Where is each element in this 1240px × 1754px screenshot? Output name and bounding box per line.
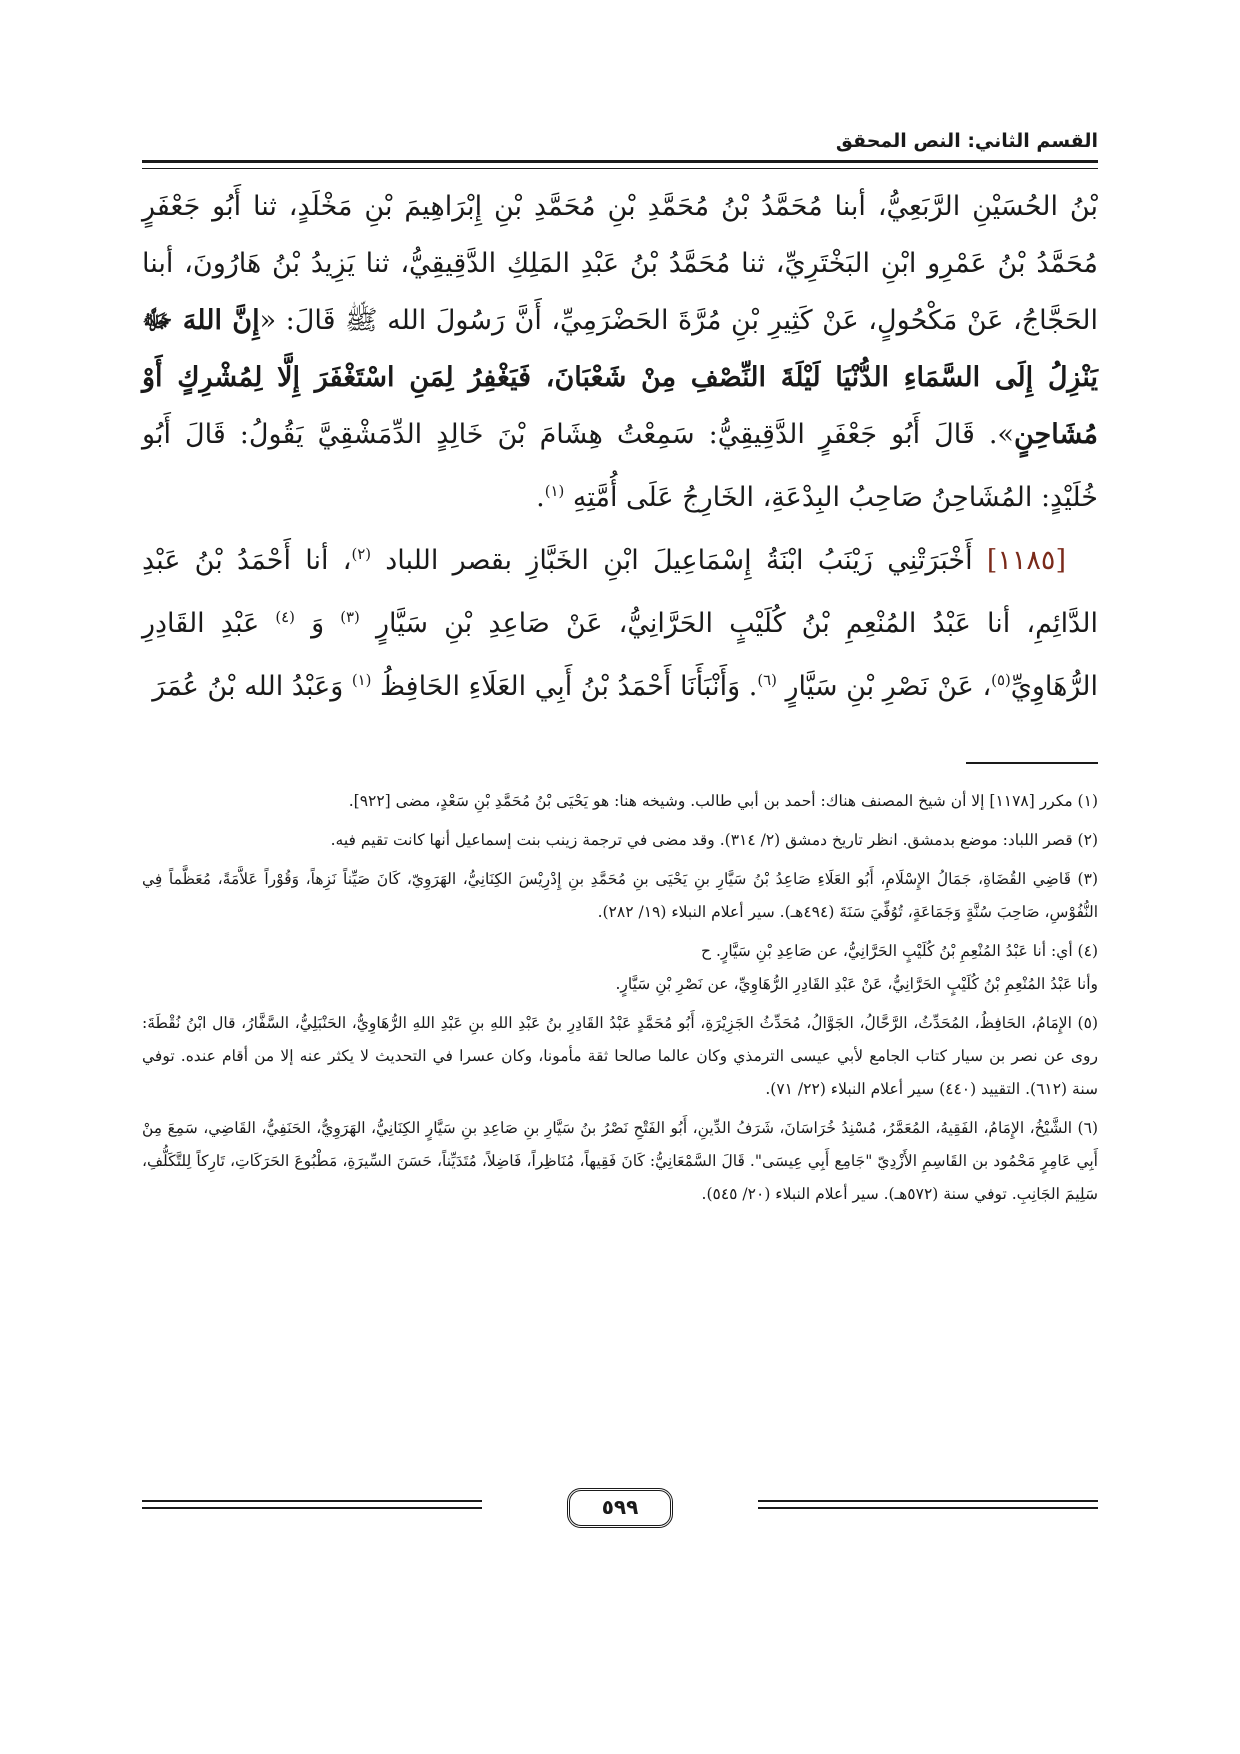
footnote-ref: (٢) xyxy=(351,545,372,563)
footnote-ref: (٣) xyxy=(340,608,360,626)
page-number: ٥٩٩ xyxy=(567,1488,673,1528)
footnote-5: (٥) الإِمَامُ، الحَافِظُ، المُحَدِّثُ، الرَّحَّالُ، الجَوَّالُ، مُحَدِّثُ الجَزِيْرَةِ، أَبُو مُحَمَّدٍ عَبْدُ القَادِرِ بنُ عَبْدِ اللهِ بنِ عَبْدِ اللهِ الرُّهَاوِيُّ، الحَنْبَلِيُّ، السَّفَّارُ، قال ابْنُ نُقْطَةَ: روى عن نصر بن سيار كتاب الجامع لأبي عيسى الترمذي وكان عالما صالحا ثقة مأمونا، وكان عسرا في التحديث لا يكثر عنه إلا من أقام عنده. توفي سنة (٦١٢). التقييد (٤٤٠) سير أعلام النبلاء (٢٢/ ٧١). xyxy=(142,1014,1098,1098)
footnote-4: (٤) أي: أنا عَبْدُ المُنْعِمِ بْنُ كُلَيْبٍ الحَرَّانِيُّ، عن صَاعِدِ بْنِ سَيَّارٍ. ح xyxy=(701,942,1098,960)
main-text xyxy=(142,178,1098,715)
footnote-ref: (٥) xyxy=(991,671,1011,689)
page-footer xyxy=(142,1488,1098,1524)
footer-rule-right xyxy=(758,1500,1098,1509)
footnote-ref: (١) xyxy=(351,671,372,689)
footnote-ref: (١) xyxy=(544,482,565,500)
footnotes xyxy=(142,785,1098,1217)
footer-rule-left xyxy=(142,1500,482,1509)
footnote-1: (١) مكرر [١١٧٨] إلا أن شيخ المصنف هناك: أحمد بن أبي طالب. وشيخه هنا: هو يَحْيَى بْنُ مُحَمَّدِ بْنِ سَعْدٍ، مضى [٩٢٢]. xyxy=(348,792,1098,810)
paragraph-1: بْنُ الحُسَيْنِ الرَّبَعِيُّ، أبنا مُحَمَّدُ بْنُ مُحَمَّدِ بْنِ مُحَمَّدِ بْنِ إِبْرَاهِيمَ بْنِ مَخْلَدٍ، ثنا أَبُو جَعْفَرٍ مُحَمَّدُ بْنُ عَمْرِو ابْنِ البَخْتَرِيِّ، ثنا مُحَمَّدُ بْنُ عَبْدِ المَلِكِ الدَّقِيقِيُّ، ثنا يَزِيدُ بْنُ هَارُونَ، أبنا الحَجَّاجُ، عَنْ مَكْحُولٍ، عَنْ كَثِيرِ بْنِ مُرَّةَ الحَضْرَمِيِّ، أَنَّ رَسُولَ الله ﷺ قَالَ: «إِنَّ اللهَ ﷻ يَنْزِلُ إِلَى السَّمَاءِ الدُّنْيَا لَيْلَةَ النِّصْفِ مِنْ شَعْبَانَ، فَيَغْفِرُ لِمَنِ اسْتَغْفَرَ إِلَّا لِمُشْرِكٍ أَوْ مُشَاحِنٍ». قَالَ أَبُو جَعْفَرٍ الدَّقِيقِيُّ: سَمِعْتُ هِشَامَ بْنَ خَالِدٍ الدِّمَشْقِيَّ يَقُولُ: قَالَ أَبُو خُلَيْدٍ: المُشَاحِنُ صَاحِبُ البِدْعَةِ، الخَارِجُ عَلَى أُمَّتِهِ $^{(١)}$. xyxy=(142,191,1098,513)
paragraph-2: [١١٨٥] أَخْبَرَتْنِي زَيْنَبُ ابْنَةُ إِسْمَاعِيلَ ابْنِ الخَبَّازِ بقصر اللباد $^{(٢)}$، أنا أَحْمَدُ بْنُ عَبْدِ الدَّائِمِ، أنا عَبْدُ المُنْعِمِ بْنُ كُلَيْبٍ الحَرَّانِيُّ، عَنْ صَاعِدِ بْنِ سَيَّارٍ $^{(٣)}$ وَ $^{(٤)}$ عَبْدِ القَادِرِ الرُّهَاوِيِّ$^{(٥)}$، عَنْ نَصْرِ بْنِ سَيَّارٍ $^{(٦)}$. وَأَنْبَأَنَا أَحْمَدُ بْنُ أَبِي العَلَاءِ الحَافِظُ $^{(١)}$ وَعَبْدُ الله بْنُ عُمَرَ xyxy=(142,545,1098,702)
hadith-text: إِنَّ اللهَ ﷻ يَنْزِلُ إِلَى السَّمَاءِ الدُّنْيَا لَيْلَةَ النِّصْفِ مِنْ شَعْبَانَ، فَيَغْفِرُ لِمَنِ اسْتَغْفَرَ إِلَّا لِمُشْرِكٍ أَوْ مُشَاحِنٍ xyxy=(142,305,1098,450)
footnote-6: (٦) الشَّيْخُ، الإِمَامُ، الفَقِيهُ، المُعَمَّرُ، مُسْنِدُ خُرَاسَانَ، شَرَفُ الدِّينِ، أَبُو الفَتْحِ نَصْرُ بنُ سَيَّارِ بنِ صَاعِدِ بنِ سَيَّارٍ الكِنَانِيُّ، الهَرَوِيُّ، الحَنَفِيُّ، القَاضِي، سَمِعَ مِنْ أَبِي عَامِرٍ مَحْمُود بن القَاسِمِ الأَزْدِيّ "جَامِع أَبِي عِيسَى". قَالَ السَّمْعَانِيُّ: كَانَ فَقِيهاً، مُنَاظِراً، فَاضِلاً، مُتَدَيِّناً، حَسَنَ السِّيرَةِ، مَطْبُوعَ الحَرَكَاتِ، تَارِكاً لِلتَّكَلُّفِ، سَلِيمَ الجَانِبِ. توفي سنة (٥٧٢هـ). سير أعلام النبلاء (٢٠/ ٥٤٥). xyxy=(142,1119,1098,1203)
footnote-ref: (٤) xyxy=(275,608,295,626)
hadith-number: [١١٨٥] xyxy=(986,545,1066,576)
running-header: القسم الثاني: النص المحقق xyxy=(835,130,1098,152)
footnote-4-continued: وأنا عَبْدُ المُنْعِمِ بْنُ كُلَيْبٍ الحَرَّانِيُّ، عَنْ عَبْدِ القَادِرِ الرُّهَاوِيِّ، عن نَصْرِ بْنِ سَيَّارٍ. xyxy=(615,975,1098,993)
footnote-divider xyxy=(966,762,1098,764)
footnote-3: (٣) قَاضِي القُضَاةِ، جَمَالُ الإِسْلَامِ، أَبُو العَلَاءِ صَاعِدُ بْنُ سَيَّارِ بنِ يَحْيَى بنِ مُحَمَّدِ بنِ إِدْرِيْسَ الكِنَانِيُّ، الهَرَوِيّ، كَانَ صَيِّناً نَزِهاً، وَقُوْراً عَلاَّمَةً، مُعَظَّماً فِي النُّفُوْسِ، صَاحِبَ سُنَّةٍ وَجَمَاعَةٍ، تُوُفِّيَ سَنَةَ (٤٩٤هـ). سير أعلام النبلاء (١٩/ ٢٨٢). xyxy=(142,870,1098,921)
footnote-2: (٢) قصر اللباد: موضع بدمشق. انظر تاريخ دمشق (٢/ ٣١٤). وقد مضى في ترجمة زينب بنت إسماعيل أنها كانت تقيم فيه. xyxy=(330,831,1098,849)
header-rule xyxy=(142,160,1098,169)
footnote-ref: (٦) xyxy=(757,671,777,689)
